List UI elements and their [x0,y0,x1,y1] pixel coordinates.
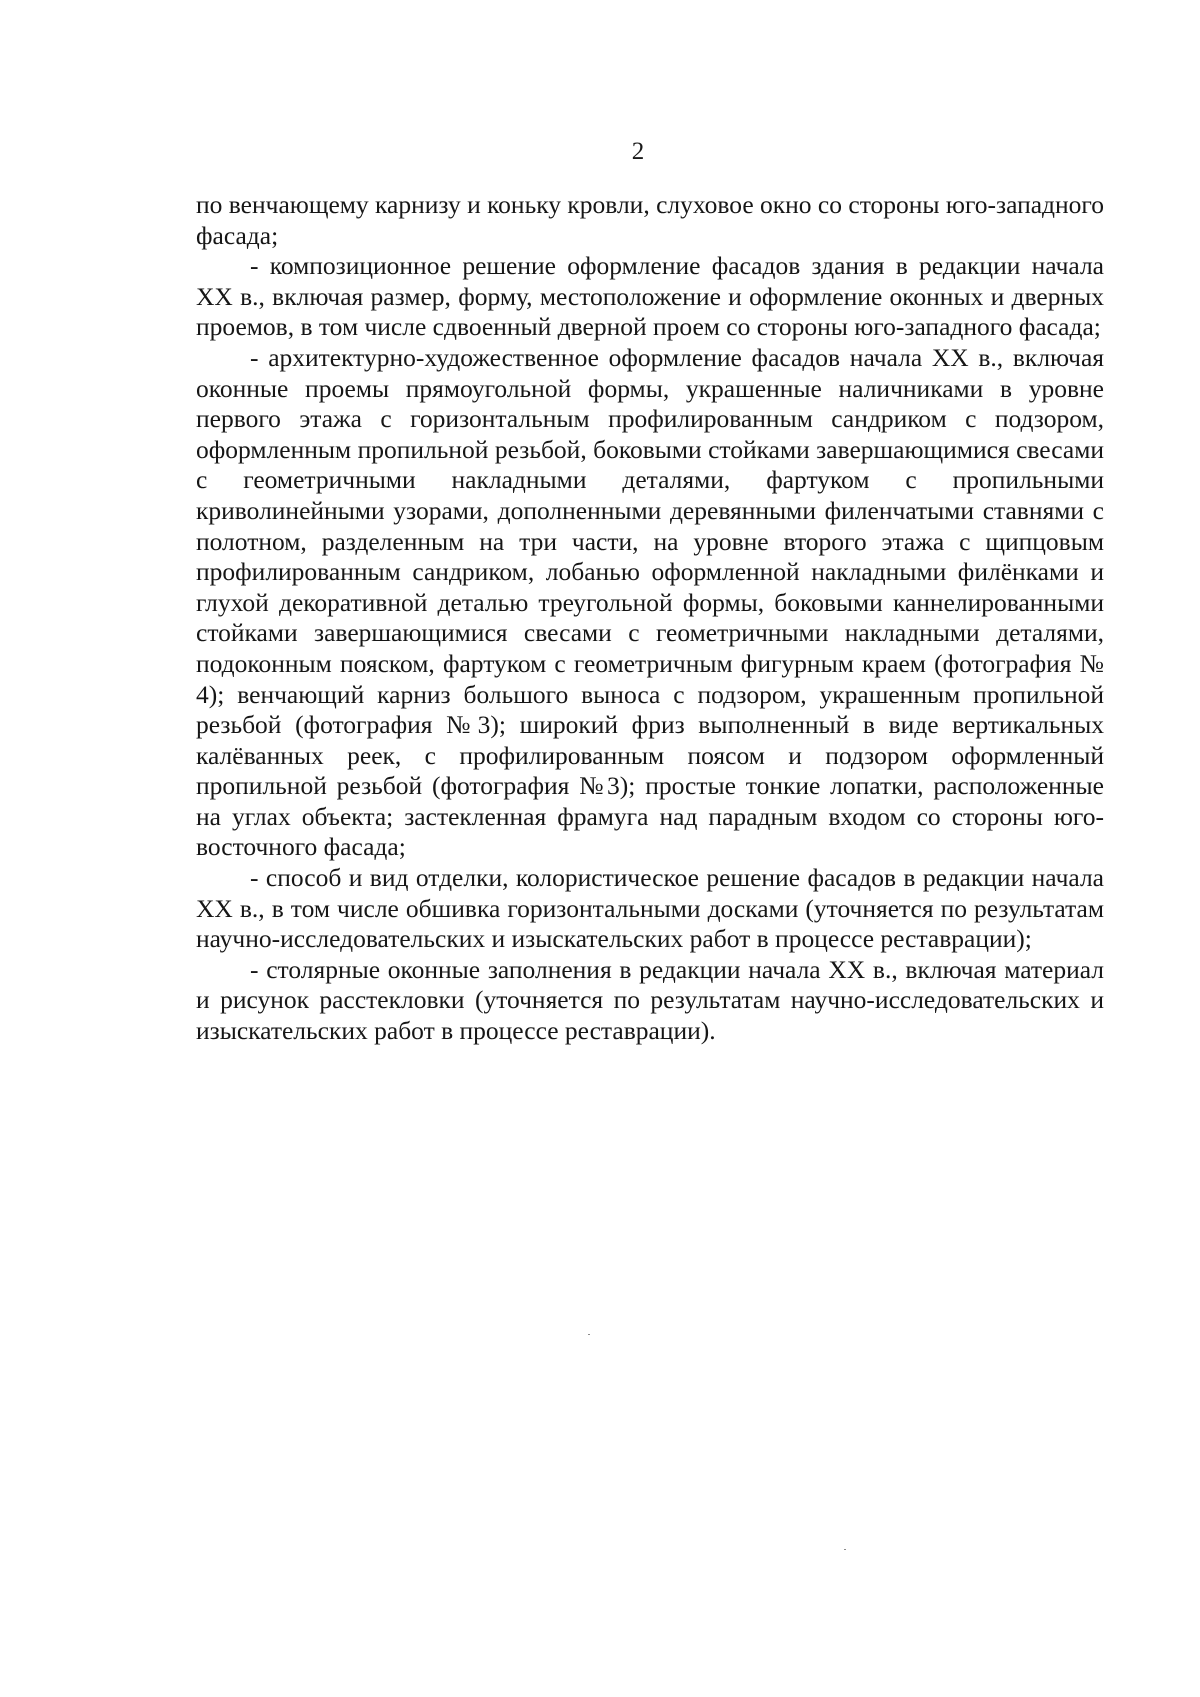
document-body [196,190,1104,1047]
paragraph-finishing: - способ и вид отделки, колористическое решение фасадов в редакции начала XX в., в том числе обшивка горизонтальными досками (уточняется по результатам научно-исследовательских и изыскательских работ в процессе реставрации); [196,863,1104,954]
paragraph-architecture: - архитектурно-художественное оформление фасадов начала XX в., включая оконные проемы прямоугольной формы, украшенные наличниками в уровне первого этажа с горизонтальным профилированным сандриком с подзором, оформленным пропильной резьбой, боковыми стойками завершающимися свесами с геометричными накладными деталями, фартуком с пропильными криволинейными узорами, дополненными деревянными филенчатыми ставнями с полотном, разделенным на три части, на уровне второго этажа с щипцовым профилированным сандриком, лобанью оформленной накладными филёнками и глухой декоративной деталью треугольной формы, боковыми каннелированными стойками завершающимися свесами с геометричными накладными деталями, подоконным пояском, фартуком с геометричным фигурным краем (фотография № 4); венчающий карниз большого выноса с подзором, украшенным пропильной резьбой (фотография №3); широкий фриз выполненный в виде вертикальных калёванных реек, с профилированным поясом и подзором оформленный пропильной резьбой (фотография №3); простые тонкие лопатки, расположенные на углах объекта; застекленная фрамуга над парадным входом со стороны юго-восточного фасада; [196,342,1104,862]
paragraph-window-fillings: - столярные оконные заполнения в редакции начала XX в., включая материал и рисунок расстекловки (уточняется по результатам научно-исследовательских и изыскательских работ в процессе реставрации). [196,954,1104,1046]
scan-speck [844,1549,846,1550]
page-number: 2 [631,138,645,165]
paragraph-composition: - композиционное решение оформление фасадов здания в редакции начала XX в., включая размер, форму, местоположение и оформление оконных и дверных проемов, в том числе сдвоенный дверной проем со стороны юго-западного фасада; [196,251,1104,342]
scan-speck [588,1334,590,1335]
paragraph-continuation: по венчающему карнизу и коньку кровли, слуховое окно со стороны юго-западного фасада; [196,190,1104,250]
